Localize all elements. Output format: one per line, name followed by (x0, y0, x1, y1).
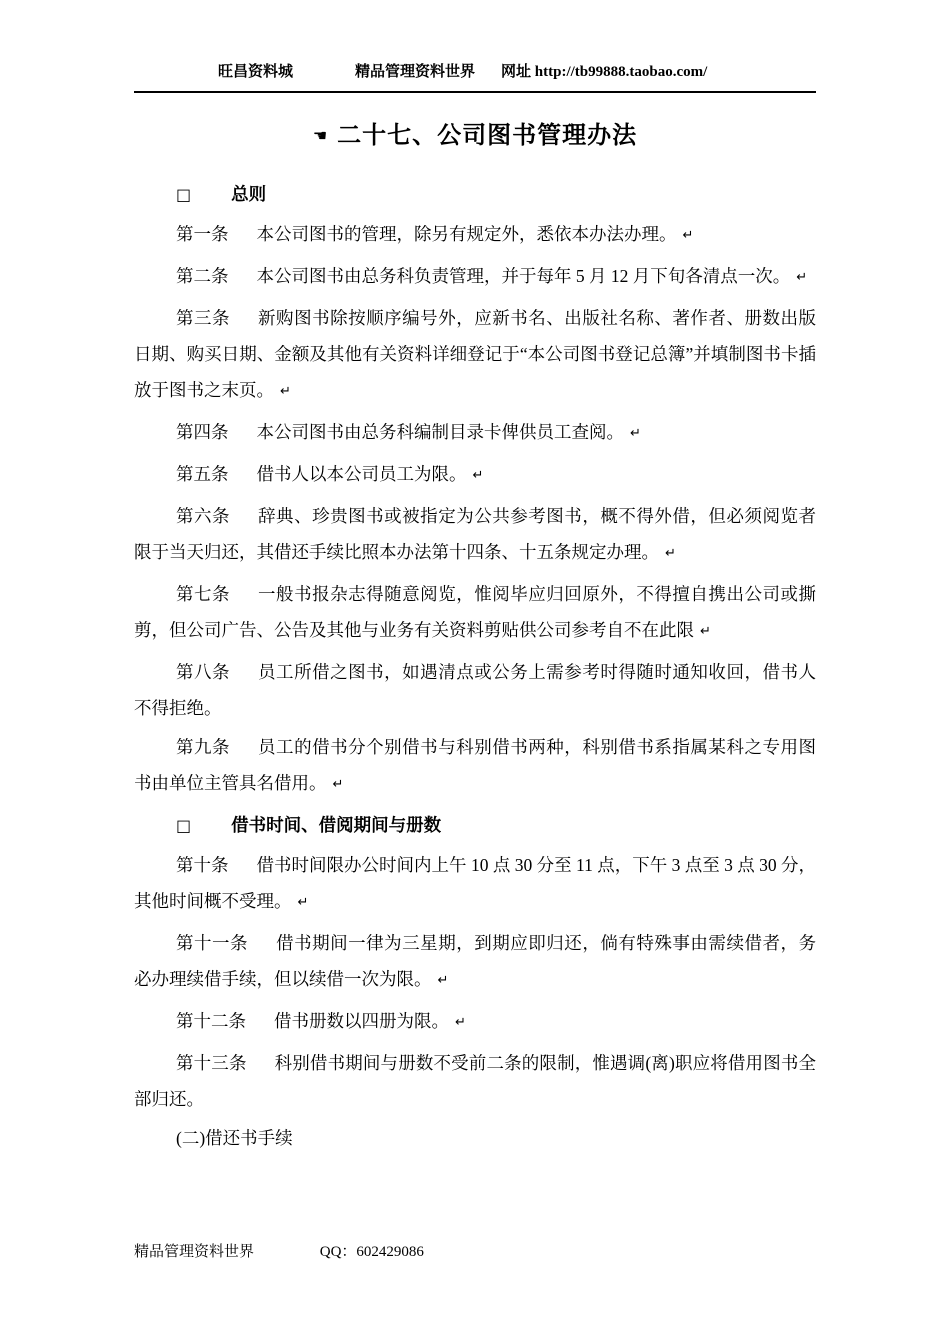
header-site-name: 旺昌资料城 (218, 64, 294, 80)
header-row (134, 60, 816, 93)
article-number: 第十三条 (176, 1053, 247, 1073)
paragraph-mark-icon: ↵ (796, 270, 808, 285)
checkbox-bullet-icon: □ (176, 816, 192, 835)
article-number: 第五条 (176, 464, 229, 484)
header-center-text: 精品管理资料世界 (355, 64, 476, 80)
article-paragraph: 第二条 本公司图书由总务科负责管理，并于每年 5 月 12 月下旬各清点一次。 ↵ (176, 266, 808, 286)
section-heading-text: 借书时间、借阅期间与册数 (231, 815, 442, 835)
document-title-text: 二十七、公司图书管理办法 (337, 123, 638, 149)
article-number: 第四条 (176, 422, 229, 442)
article-paragraph: 第四条 本公司图书由总务科编制目录卡俾供员工查阅。 ↵ (176, 422, 641, 442)
paragraph-mark-icon: ↵ (455, 1015, 466, 1030)
article-paragraph: 第十二条 借书册数以四册为限。 ↵ (176, 1011, 466, 1031)
article-paragraph: 第七条 一般书报杂志得随意阅览，惟阅毕应归回原外，不得擅自携出公司或撕剪，但公司广告、公告及其他与业务有关资料剪贴供公司参考自不在此限 ↵ (134, 584, 816, 640)
plain-paragraph: (二)借还书手续 (176, 1128, 293, 1148)
paragraph-mark-icon: ↵ (682, 228, 694, 243)
article-paragraph: 第十三条 科别借书期间与册数不受前二条的限制，惟遇调(离)职应将借用图书全部归还。 (134, 1053, 817, 1109)
article-number: 第十条 (176, 855, 229, 875)
article-number: 第一条 (176, 224, 229, 244)
document-title (134, 115, 816, 150)
article-paragraph: 第九条 员工的借书分个别借书与科别借书两种，科别借书系指属某科之专用图书由单位主管具名借用。 ↵ (134, 737, 816, 793)
paragraph-mark-icon: ↵ (332, 777, 344, 792)
article-number: 第二条 (176, 266, 229, 286)
checkbox-bullet-icon: □ (176, 185, 192, 204)
paragraph-mark-icon: ↵ (665, 546, 676, 561)
paragraph-mark-icon: ↵ (472, 468, 484, 483)
document-body (134, 176, 816, 1156)
section-heading (134, 176, 816, 213)
article-paragraph: 第十一条 借书期间一律为三星期，到期应即归还，倘有特殊事由需续借者，务必办理续借手续，但以续借一次为限。 ↵ (134, 933, 816, 989)
article-number: 第八条 (176, 662, 231, 682)
paragraph-mark-icon: ↵ (280, 384, 291, 399)
hand-pointer-icon: ☚ (312, 126, 329, 145)
paragraph-mark-icon: ↵ (437, 973, 449, 988)
article-paragraph: 第六条 辞典、珍贵图书或被指定为公共参考图书，概不得外借，但必须阅览者限于当天归还，其借还手续比照本办法第十四条、十五条规定办理。 ↵ (134, 506, 816, 562)
article-paragraph: 第一条 本公司图书的管理，除另有规定外，悉依本办法办理。 ↵ (176, 224, 694, 244)
article-number: 第三条 (176, 308, 231, 328)
footer-site-name: 精品管理资料世界 (134, 1244, 255, 1260)
page-header (134, 0, 816, 93)
paragraph-mark-icon: ↵ (630, 426, 641, 441)
article-paragraph: 第十条 借书时间限办公时间内上午 10 点 30 分至 11 点，下午 3 点至 3 点 30 分，其他时间概不受理。 ↵ (134, 855, 816, 911)
footer-qq-number: QQ：602429086 (319, 1244, 424, 1260)
article-number: 第九条 (176, 737, 231, 757)
article-number: 第十二条 (176, 1011, 246, 1031)
page-footer (134, 1240, 424, 1261)
section-heading (134, 807, 816, 844)
article-paragraph: 第八条 员工所借之图书，如遇清点或公务上需参考时得随时通知收回，借书人不得拒绝。 (134, 662, 816, 718)
paragraph-mark-icon: ↵ (297, 895, 309, 910)
section-heading-text: 总则 (231, 184, 267, 204)
article-paragraph: 第五条 借书人以本公司员工为限。 ↵ (176, 464, 484, 484)
article-paragraph: 第三条 新购图书除按顺序编号外，应新书名、出版社名称、著作者、册数出版日期、购买日期、金额及其他有关资料详细登记于“本公司图书登记总簿”并填制图书卡插放于图书之末页。 ↵ (134, 308, 816, 400)
header-url: 网址 http://tb99888.taobao.com/ (501, 64, 708, 80)
article-number: 第七条 (176, 584, 231, 604)
paragraph-mark-icon: ↵ (700, 624, 711, 639)
article-number: 第十一条 (176, 933, 249, 953)
article-number: 第六条 (176, 506, 231, 526)
